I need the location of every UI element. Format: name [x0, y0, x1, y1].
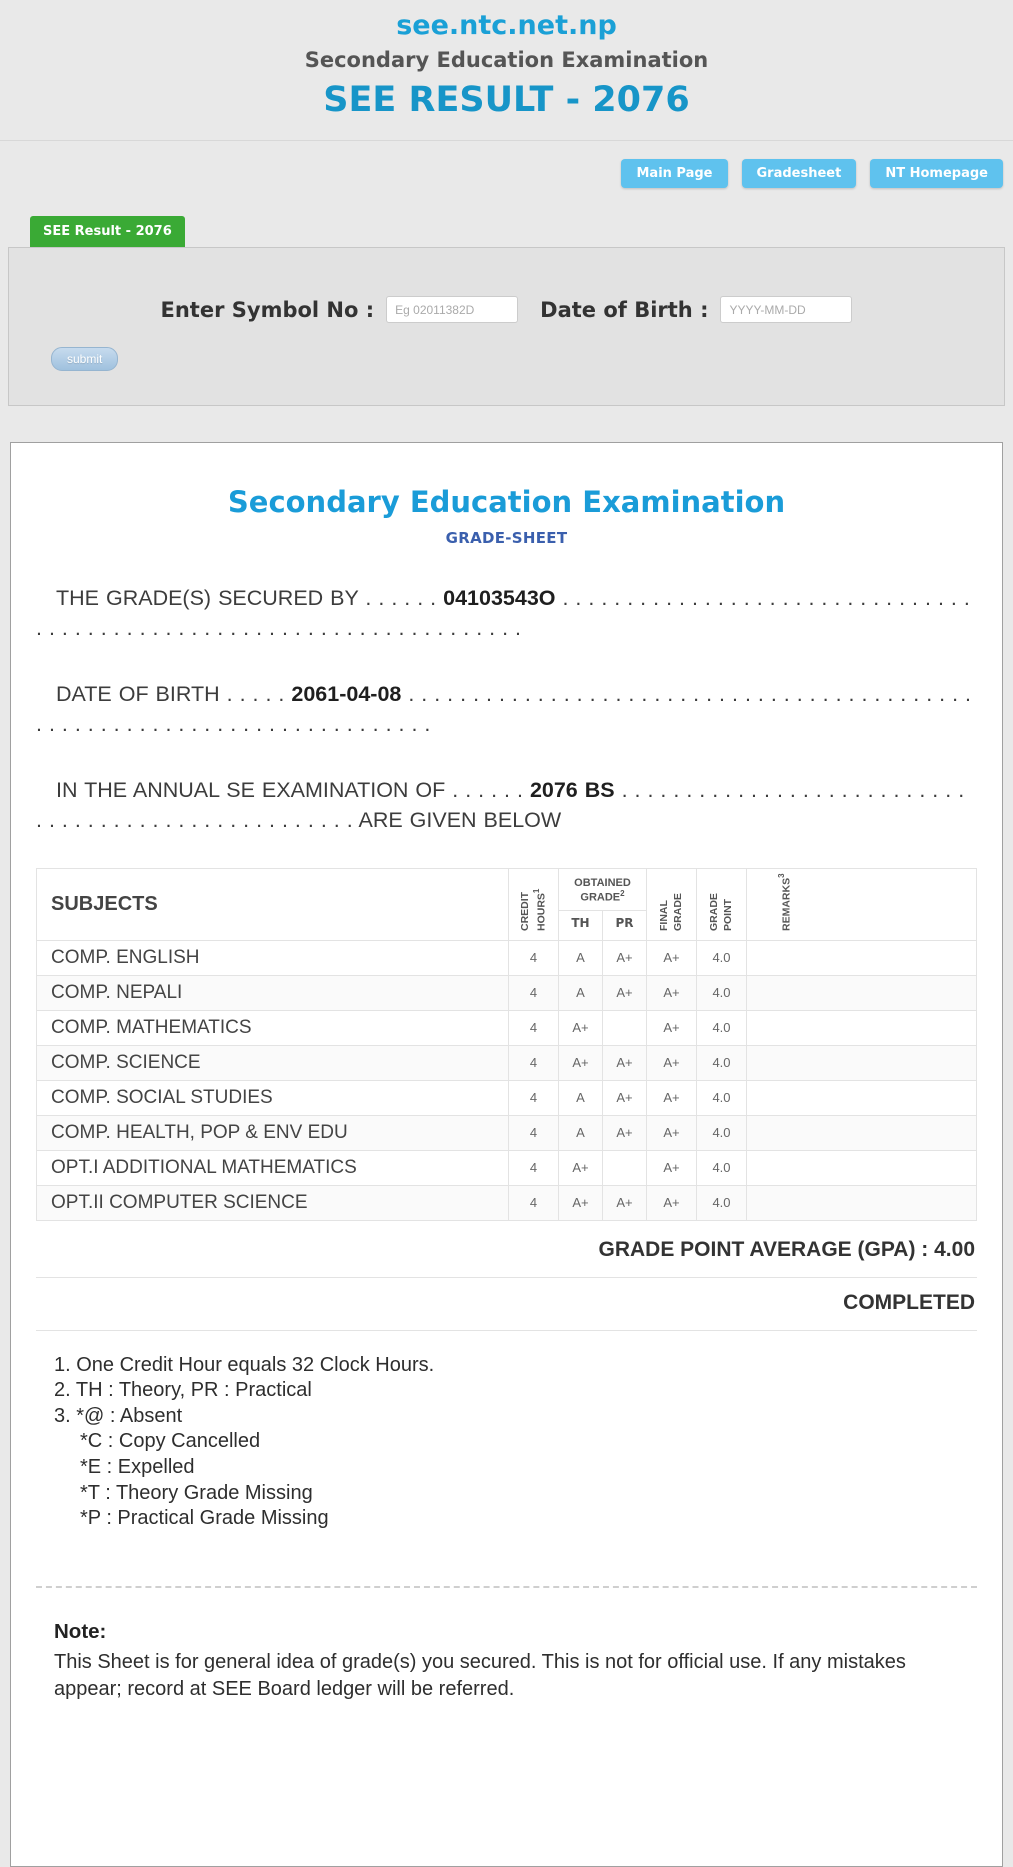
footnote: *C : Copy Cancelled	[80, 1430, 261, 1453]
col-obtained-grade	[559, 868, 647, 910]
dashed-divider	[36, 1586, 977, 1588]
credit-cell: 4	[509, 1115, 559, 1150]
pr-grade-cell	[603, 1150, 647, 1185]
secured-by-line	[36, 583, 977, 643]
remarks-cell	[747, 1080, 977, 1115]
page-title: SEE RESULT - 2076	[323, 80, 690, 120]
pr-grade-cell: A+	[603, 940, 647, 975]
site-name: see.ntc.net.np	[396, 10, 617, 41]
th-grade-cell: A	[559, 940, 603, 975]
obtained-grade-label: OBTAINED GRADE	[574, 876, 631, 904]
footnote: 1. One Credit Hour equals 32 Clock Hours.	[54, 1353, 435, 1376]
gradesheet-button[interactable]: Gradesheet	[742, 159, 857, 188]
final-grade-cell: A+	[647, 1045, 697, 1080]
remarks-footnote-ref: 3	[777, 873, 786, 878]
th-grade-cell: A	[559, 1115, 603, 1150]
final-grade-label: FINAL GRADE	[658, 892, 685, 931]
obtained-grade-footnote-ref: 2	[620, 888, 625, 898]
remarks-cell	[747, 1150, 977, 1185]
dob-prefix: DATE OF BIRTH . . . . .	[56, 682, 292, 707]
table-row	[37, 1185, 977, 1220]
dob-suffix: . . . . . . . . . . . . . . . . . . . . . . . . . . . . . . . . . . . . . . . . . . . . . . . . . . . . . . . . . . . . . . . . . . . . . . . . . . .	[36, 682, 972, 737]
exam-year-line	[36, 775, 977, 835]
submit-button[interactable]: submit	[51, 347, 118, 371]
remarks-cell	[747, 1045, 977, 1080]
credit-cell: 4	[509, 975, 559, 1010]
grade-point-cell: 4.0	[697, 1045, 747, 1080]
remarks-cell	[747, 940, 977, 975]
note-body: This Sheet is for general idea of grade(s) you secured. This is not for official use. If any mistakes appear; record at SEE Board ledger will be referred.	[54, 1650, 906, 1700]
page-header	[0, 0, 1013, 141]
col-theory: TH	[559, 910, 603, 940]
exam-year-value: 2076 BS	[529, 778, 615, 803]
symbol-no-input[interactable]	[386, 296, 518, 323]
result-card	[10, 442, 1003, 1867]
secured-by-prefix: THE GRADE(S) SECURED BY . . . . . .	[56, 586, 444, 610]
col-subjects: SUBJECTS	[37, 868, 509, 940]
th-grade-cell: A+	[559, 1045, 603, 1080]
main-page-button[interactable]: Main Page	[621, 159, 727, 188]
final-grade-cell: A+	[647, 975, 697, 1010]
th-grade-cell: A+	[559, 1010, 603, 1045]
subject-cell: COMP. SOCIAL STUDIES	[37, 1080, 509, 1115]
search-panel	[8, 247, 1005, 406]
search-form-row	[29, 296, 984, 323]
col-credit-hours	[509, 868, 559, 940]
pr-grade-cell: A+	[603, 1185, 647, 1220]
final-grade-cell: A+	[647, 940, 697, 975]
credit-cell: 4	[509, 1185, 559, 1220]
grade-point-cell: 4.0	[697, 1010, 747, 1045]
secured-by-suffix: . . . . . . . . . . . . . . . . . . . . . . . . . . . . . . . . . . . . . . . . . . . . . . . . . . . . . . . . . . . . . . . . . . . . . .	[36, 586, 970, 641]
final-grade-cell: A+	[647, 1010, 697, 1045]
final-grade-cell: A+	[647, 1080, 697, 1115]
grade-point-cell: 4.0	[697, 1080, 747, 1115]
exam-year-suffix: . . . . . . . . . . . . . . . . . . . . . . . . . . . . . . . . . . . . . . . . . . . . . . . . . . . . ARE GIVEN BELOW	[36, 778, 965, 833]
remarks-cell	[747, 1185, 977, 1220]
pr-grade-cell: A+	[603, 1045, 647, 1080]
symbol-no-label: Enter Symbol No :	[160, 297, 375, 322]
credit-cell: 4	[509, 940, 559, 975]
subject-cell: COMP. ENGLISH	[37, 940, 509, 975]
dob-value: 2061-04-08	[291, 682, 402, 707]
final-grade-cell: A+	[647, 1115, 697, 1150]
pr-grade-cell: A+	[603, 1115, 647, 1150]
grade-point-cell: 4.0	[697, 1115, 747, 1150]
gradesheet-title: Secondary Education Examination	[227, 485, 786, 519]
note-section	[36, 1620, 977, 1703]
table-row	[37, 1045, 977, 1080]
symbol-number-value: 04103543O	[443, 586, 556, 610]
grades-table	[36, 868, 977, 1221]
credit-cell: 4	[509, 1010, 559, 1045]
result-status: COMPLETED	[36, 1278, 977, 1331]
dob-label: Date of Birth :	[540, 297, 709, 322]
credit-hours-label: CREDIT HOURS	[519, 891, 548, 931]
table-row	[37, 1115, 977, 1150]
nav-links	[0, 141, 1013, 188]
subject-cell: OPT.II COMPUTER SCIENCE	[37, 1185, 509, 1220]
credit-cell: 4	[509, 1080, 559, 1115]
grade-point-cell: 4.0	[697, 1150, 747, 1185]
th-grade-cell: A+	[559, 1150, 603, 1185]
th-grade-cell: A	[559, 975, 603, 1010]
footnote: *T : Theory Grade Missing	[80, 1481, 313, 1504]
gpa-line: GRADE POINT AVERAGE (GPA) : 4.00	[36, 1221, 977, 1278]
subject-cell: COMP. SCIENCE	[37, 1045, 509, 1080]
dob-line	[36, 679, 977, 739]
pr-grade-cell: A+	[603, 975, 647, 1010]
credit-hours-footnote-ref: 1	[532, 888, 542, 893]
col-remarks	[747, 868, 977, 940]
th-grade-cell: A+	[559, 1185, 603, 1220]
col-practical: PR	[603, 910, 647, 940]
nt-homepage-button[interactable]: NT Homepage	[870, 159, 1003, 188]
th-grade-cell: A	[559, 1080, 603, 1115]
grade-point-cell: 4.0	[697, 1185, 747, 1220]
col-final-grade	[647, 868, 697, 940]
dob-input[interactable]	[720, 296, 852, 323]
footnote: 3. *@ : Absent	[54, 1404, 183, 1427]
exam-name: Secondary Education Examination	[304, 48, 709, 72]
subject-cell: COMP. HEALTH, POP & ENV EDU	[37, 1115, 509, 1150]
table-row	[37, 940, 977, 975]
footnote: *P : Practical Grade Missing	[80, 1507, 329, 1530]
remarks-cell	[747, 1115, 977, 1150]
grade-point-cell: 4.0	[697, 975, 747, 1010]
grade-point-cell: 4.0	[697, 940, 747, 975]
remarks-label: REMARKS	[780, 877, 793, 931]
table-row	[37, 1010, 977, 1045]
subject-cell: COMP. MATHEMATICS	[37, 1010, 509, 1045]
footnote: *E : Expelled	[80, 1455, 195, 1478]
pr-grade-cell: A+	[603, 1080, 647, 1115]
subject-cell: COMP. NEPALI	[37, 975, 509, 1010]
table-row	[37, 1150, 977, 1185]
footnotes	[36, 1353, 977, 1532]
table-row	[37, 1080, 977, 1115]
result-tab: SEE Result - 2076	[30, 216, 185, 247]
final-grade-cell: A+	[647, 1150, 697, 1185]
table-row	[37, 975, 977, 1010]
credit-cell: 4	[509, 1045, 559, 1080]
exam-year-prefix: IN THE ANNUAL SE EXAMINATION OF . . . . . .	[56, 778, 530, 803]
note-heading: Note:	[54, 1619, 107, 1643]
grade-point-label: GRADE POINT	[708, 892, 735, 931]
footnote: 2. TH : Theory, PR : Practical	[54, 1379, 312, 1402]
subject-cell: OPT.I ADDITIONAL MATHEMATICS	[37, 1150, 509, 1185]
remarks-cell	[747, 975, 977, 1010]
remarks-cell	[747, 1010, 977, 1045]
credit-cell: 4	[509, 1150, 559, 1185]
gradesheet-subtitle: GRADE-SHEET	[445, 529, 568, 547]
final-grade-cell: A+	[647, 1185, 697, 1220]
pr-grade-cell	[603, 1010, 647, 1045]
col-grade-point	[697, 868, 747, 940]
